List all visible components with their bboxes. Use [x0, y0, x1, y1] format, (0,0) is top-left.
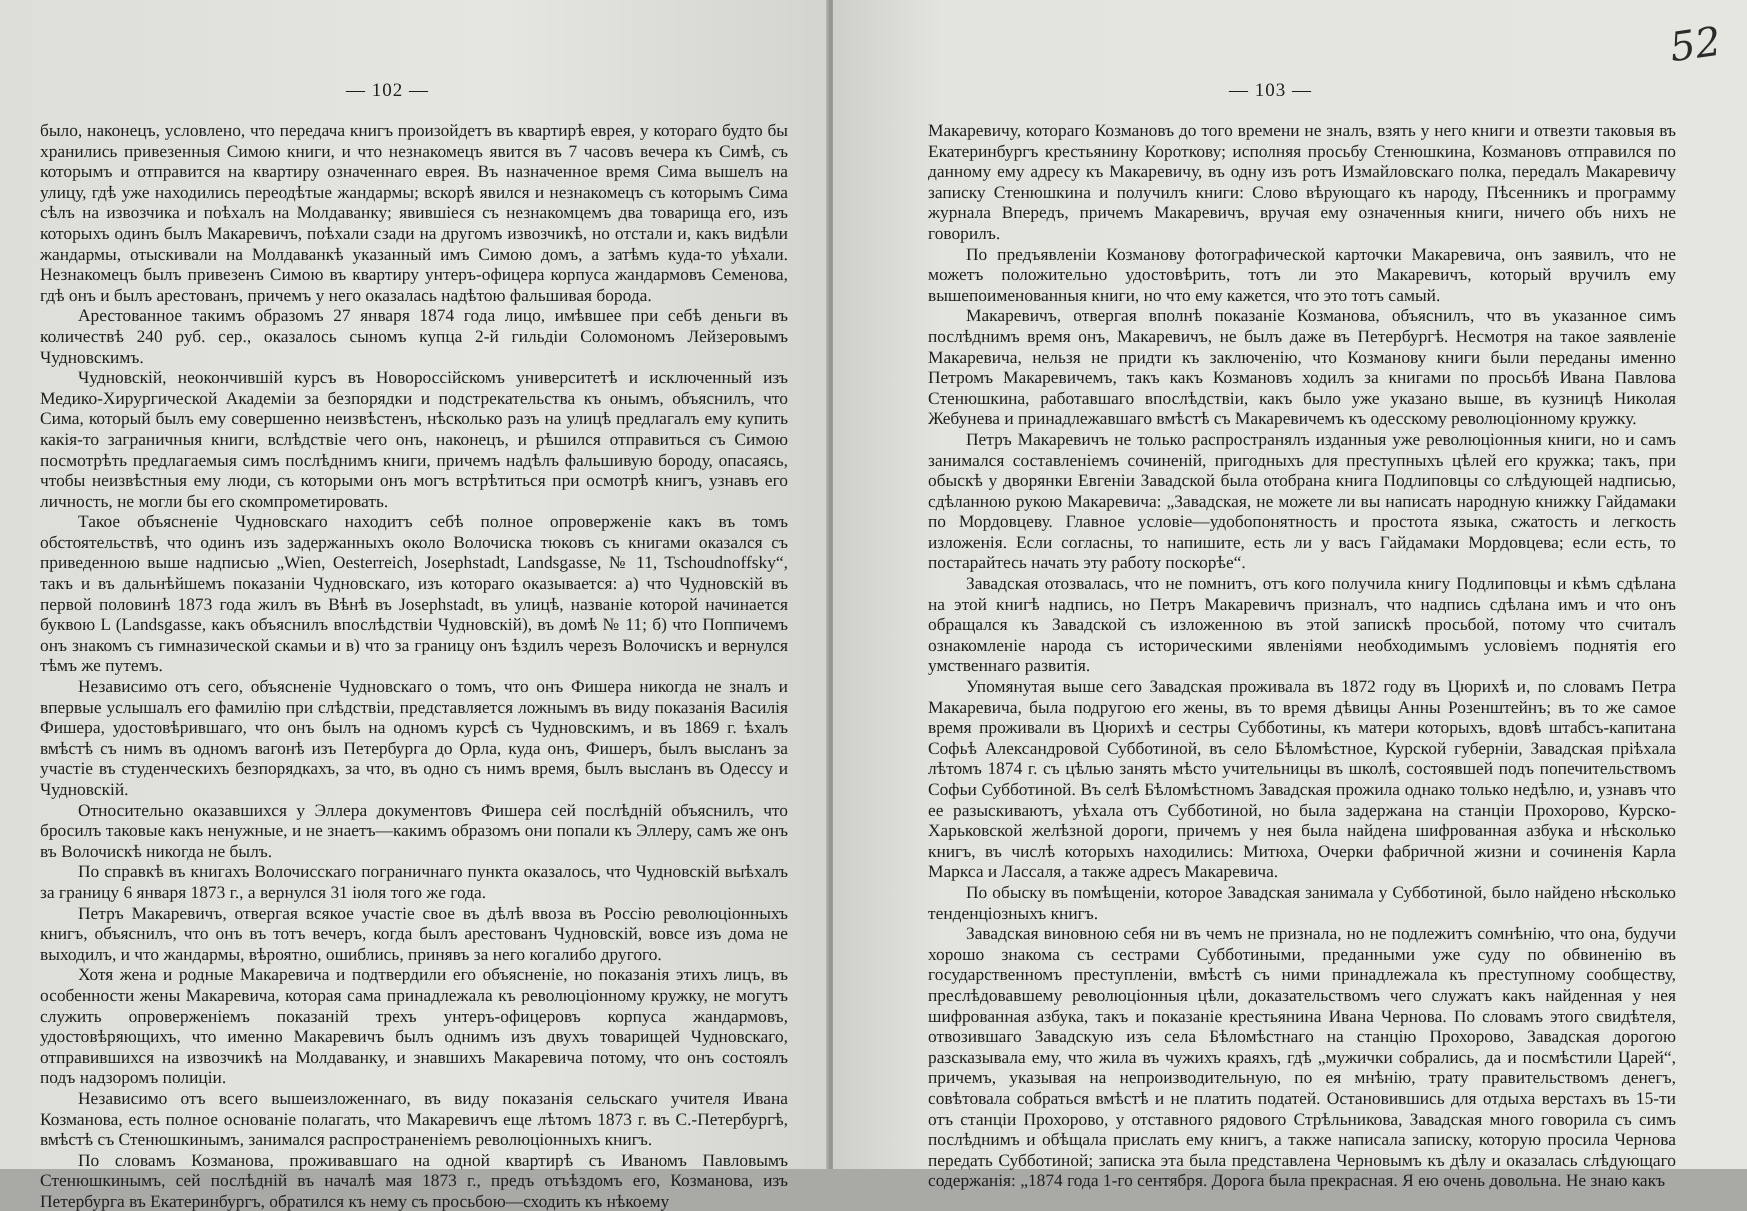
paragraph: Завадская виновною себя ни въ чемъ не признала, но не подлежитъ сомнѣнiю, что она, будучи хорошо знакома съ сестрами Субботиными, преданными уже суду по обвиненiю въ государственномъ преступленiи, вмѣстѣ съ ними принадлежала къ преступному сообществу, преслѣдовавшему революцiонныя цѣли, доказательствомъ чего служатъ какъ найденная у нея шифрованная азбука, такъ и показанiе крестьянина Ивана Чернова. По словамъ этого свидѣтеля, отвозившаго Завадскую изъ села Бѣломѣстнаго на станцiю Прохорово, Завадская дорогою разсказывала ему, что жила въ чужихъ краяхъ, гдѣ „мужички собрались, да и посмѣстили Царей“, причемъ, указывая на непроизводительную, по ея мнѣнiю, трату правительствомъ денегъ, совѣтовала собраться вмѣстѣ и не платить податей. Остановившись для отдыха верстахъ въ 15-ти отъ станцiи Прохорово, у отставного рядового Стрѣльникова, Завадская много говорила съ симъ послѣднимъ и обѣщала прислать ему книгъ, а также написала записку, которую просила Чернова передать Субботиной; записка эта была представлена Черновымъ къ дѣлу и оказалась слѣдующаго содержанiя: „1874 года 1-го сентября. Дорога была прекрасная. Я ею очень довольна. Не знаю какъ	[928, 923, 1676, 1191]
paragraph: Чудновскiй, неокончившiй курсъ въ Новороссiйскомъ университетѣ и исключенный изъ Медико-Хирургической Академiи за безпорядки и подстрекательства къ онымъ, объяснилъ, что Сима, который былъ ему совершенно неизвѣстенъ, нѣсколько разъ на улицѣ предлагалъ ему купить какiя-то заграничныя книги, вслѣдствiе чего онъ, наконецъ, и рѣшился отправиться съ Симою посмотрѣть предлагаемыя симъ послѣднимъ книги, причемъ надѣлъ фальшивую бороду, опасаясь, чтобы неизвѣстныя ему люди, съ которыми онъ могъ встрѣтиться при осмотрѣ книгъ, узнавъ его личность, не могли бы его скомпрометировать.	[40, 367, 788, 511]
paragraph: По обыску въ помѣщенiи, которое Завадская занимала у Субботиной, было найдено нѣсколько тенденцiозныхъ книгъ.	[928, 881, 1676, 923]
paragraph: Независимо отъ сего, объясненiе Чудновскаго о томъ, что онъ Фишера никогда не зналъ и впервые услышалъ его фамилiю при слѣдствiи, представляется ложнымъ въ виду показанiя Василiя Фишера, удостовѣрившаго, что онъ былъ на одномъ курсѣ съ Чудновскимъ, и въ 1869 г. ѣхалъ вмѣстѣ съ нимъ въ одномъ вагонѣ изъ Петербурга до Орла, куда онъ, Фишеръ, былъ высланъ за участiе въ студенческихъ безпорядкахъ, за что, въ одно съ нимъ время, былъ высланъ въ Одессу и Чудновскiй.	[40, 676, 788, 799]
paragraph: Такое объясненiе Чудновскаго находитъ себѣ полное опроверженiе какъ въ томъ обстоятельствѣ, что одинъ изъ задержанныхъ около Волочиска тюковъ съ книгами оказался съ приведенною выше надписью „Wien, Oesterreich, Josephstadt, Landsgasse, № 11, Tschoudnoffsky“, такъ и въ дальнѣйшемъ показанiи Чудновскаго, изъ котораго оказывается: а) что Чудновскiй въ первой половинѣ 1873 года жилъ въ Вѣнѣ въ Josephstadt, въ улицѣ, названiе которой начинается буквою L (Landsgasse, какъ объяснилъ впослѣдствiи Чудновскiй), въ домѣ № 11; б) что Поппичемъ онъ знакомъ съ гимназической скамьи и в) что за границу онъ ѣздилъ черезъ Волочискъ и вернулся тѣмъ же путемъ.	[40, 511, 788, 676]
paragraph: Макаревичу, котораго Козмановъ до того времени не зналъ, взять у него книги и отвезти таковыя въ Екатеринбургъ крестьянину Короткову; исполняя просьбу Стенюшкина, Козмановъ отправился по данному ему адресу къ Макаревичу, въ одну изъ ротъ Измайловскаго полка, передалъ Макаревичу записку Стенюшкина и получилъ книги: Слово вѣрующаго къ народу, Пѣсенникъ и программу журнала Впередъ, причемъ Макаревичъ, вручая ему означенныя книги, ничего объ нихъ не говорилъ.	[928, 120, 1676, 243]
paragraph: Упомянутая выше сего Завадская проживала въ 1872 году въ Цюрихѣ и, по словамъ Петра Макаревича, была подругою его жены, въ то время дѣвицы Анны Розенштейнъ; въ то же самое время проживали въ Цюрихѣ и сестры Субботины, къ матери которыхъ, вдовѣ штабсъ-капитана Софьѣ Александровой Субботиной, въ село Бѣломѣстное, Курской губернiи, Завадская прiѣхала лѣтомъ 1874 г. съ цѣлью занять мѣсто учительницы въ школѣ, состоявшей подъ попечительствомъ Софьи Субботиной. Въ селѣ Бѣломѣстномъ Завадская прожила однако только недѣлю, и, узнавъ что ее разыскиваютъ, уѣхала отъ Субботиной, но была задержана на станцiи Прохорово, Курско-Харьковской желѣзной дороги, причемъ у нея была найдена шифрованная азбука и нѣсколько книгъ, въ числѣ которыхъ находились: Митюха, Очерки фабричной жизни и сочиненiя Карла Маркса и Лассаля, а также адресъ Макаревича.	[928, 676, 1676, 882]
right-page-text	[928, 120, 1676, 1191]
handwritten-archive-number: 52	[1667, 18, 1724, 72]
paragraph: Относительно оказавшихся у Эллера документовъ Фишера сей послѣднiй объяснилъ, что бросилъ таковые какъ ненужные, и не знаетъ—какимъ образомъ они попали къ Эллеру, самъ же онъ въ Волочискѣ никогда не былъ.	[40, 799, 788, 861]
paragraph: По справкѣ въ книгахъ Волочисскаго пограничнаго пункта оказалось, что Чудновскiй выѣхалъ за границу 6 января 1873 г., а вернулся 31 iюля того же года.	[40, 861, 788, 902]
paragraph: было, наконецъ, условлено, что передача книгъ произойдетъ въ квартирѣ еврея, у котораго будто бы хранились привезенныя Симою книги, и что незнакомецъ явится въ 7 часовъ вечера къ Симѣ, съ которымъ и отправится на квартиру означеннаго еврея. Въ назначенное время Сима вышелъ на улицу, гдѣ уже находились переодѣтые жандармы; вскорѣ явился и незнакомецъ съ которымъ Сима сѣлъ на извозчика и поѣхалъ на Молдаванку; явившiеся съ незнакомцемъ два товарища его, изъ которыхъ одинъ былъ Макаревичъ, поѣхали сзади на другомъ извозчикѣ, но отстали и, какъ видѣли жандармы, отыскивали на Молдаванкѣ указанный имъ Симою домъ, а затѣмъ куда-то уѣхали. Незнакомецъ былъ привезенъ Симою въ квартиру унтеръ-офицера корпуса жандармовъ Семенова, гдѣ онъ и былъ арестованъ, причемъ у него оказалась надѣтою фальшивая борода.	[40, 120, 788, 305]
paragraph: Петръ Макаревичъ, отвергая всякое участiе свое въ дѣлѣ ввоза въ Россiю революцiонныхъ книгъ, объяснилъ, что онъ въ тотъ вечеръ, когда былъ арестованъ Чудновскiй, вовсе изъ дома не выходилъ, и что жандармы, вѣроятно, ошиблись, принявъ за него когалибо другого.	[40, 902, 788, 964]
paragraph: Арестованное такимъ образомъ 27 января 1874 года лицо, имѣвшее при себѣ деньги въ количествѣ 240 руб. сер., оказалось сыномъ купца 2-й гильдiи Соломономъ Лейзеровымъ Чудновскимъ.	[40, 305, 788, 367]
page-number-left: — 102 —	[346, 80, 429, 101]
paragraph: Независимо отъ всего вышеизложеннаго, въ виду показанiя сельскаго учителя Ивана Козманова, есть полное основанiе полагать, что Макаревичъ еще лѣтомъ 1873 г. въ С.-Петербургѣ, вмѣстѣ съ Стенюшкинымъ, занимался распространенiемъ революцiонныхъ книгъ.	[40, 1087, 788, 1150]
page-number-right: — 103 —	[1229, 80, 1312, 101]
paragraph: По словамъ Козманова, проживавшаго на одной квартирѣ съ Иваномъ Павловымъ Стенюшкинымъ, сей послѣднiй въ началѣ мая 1873 г., предъ отъѣздомъ его, Козманова, изъ Петербурга въ Екатеринбургъ, обратился къ нему съ просьбою—сходить къ нѣкоему	[40, 1149, 788, 1211]
left-page-text	[40, 120, 788, 1211]
right-page	[833, 0, 1747, 1191]
paragraph: Завадская отозвалась, что не помнитъ, отъ кого получила книгу Подлиповцы и кѣмъ сдѣлана на этой книгѣ надпись, но Петръ Макаревичъ призналъ, что надпись сдѣлана имъ и что онъ обращался къ Завадской съ изложенною въ этой запискѣ просьбой, потому что считалъ ознакомленiе народа съ историческими явленiями необходимымъ условiемъ поднятiя его умственнаго развитiя.	[928, 573, 1676, 676]
paragraph: По предъявленiи Козманову фотографической карточки Макаревича, онъ заявилъ, что не можетъ положительно удостовѣрить, тотъ ли это Макаревичъ, который вручилъ ему вышепоименованныя книги, но что ему кажется, что это тотъ самый.	[928, 243, 1676, 305]
paragraph: Макаревичъ, отвергая вполнѣ показанiе Козманова, объяснилъ, что въ указанное симъ послѣднимъ время онъ, Макаревичъ, не былъ даже въ Петербургѣ. Несмотря на такое заявленiе Макаревича, нельзя не придти къ заключенiю, что Козманову книги были переданы именно Петромъ Макаревичемъ, такъ какъ Козмановъ ходилъ за книгами по просьбѣ Ивана Павлова Стенюшкина, работавшаго впослѣдствiи, какъ было уже указано выше, въ кузницѣ Николая Жебунева и принадлежавшаго вмѣстѣ съ Макаревичемъ къ одесскому революцiонному кружку.	[928, 305, 1676, 429]
paragraph: Хотя жена и родные Макаревича и подтвердили его объясненiе, но показанiя этихъ лицъ, въ особенности жены Макаревича, которая сама принадлежала къ революцiонному кружку, не могутъ служить опроверженiемъ показанiй трехъ унтеръ-офицеровъ корпуса жандармовъ, удостовѣряющихъ, что именно Макаревичъ былъ однимъ изъ двухъ товарищей Чудновскаго, отправившихся на извозчикѣ на Молдаванку, и знавшихъ Макаревича потому, что онъ состоялъ подъ надзоромъ полицiи.	[40, 964, 788, 1088]
paragraph: Петръ Макаревичъ не только распространялъ изданныя уже революцiонныя книги, но и самъ занимался составленiемъ сочиненiй, пригодныхъ для преступныхъ цѣлей его кружка; такъ, при обыскѣ у дворянки Евгенiи Завадской была отобрана книга Подлиповцы со слѣдующей надписью, сдѣланною рукою Макаревича: „Завадская, не можете ли вы написать народную книжку Гайдамаки по Мордовцеву. Главное условiе—удобопонятность и простота языка, сжатость и легкость изложенiя. Если согласны, то напишите, есть ли у васъ Гайдамаки Мордовцева; если есть, то постарайтесь начать эту работу поскорѣе“.	[928, 428, 1676, 573]
left-page	[0, 0, 830, 1211]
